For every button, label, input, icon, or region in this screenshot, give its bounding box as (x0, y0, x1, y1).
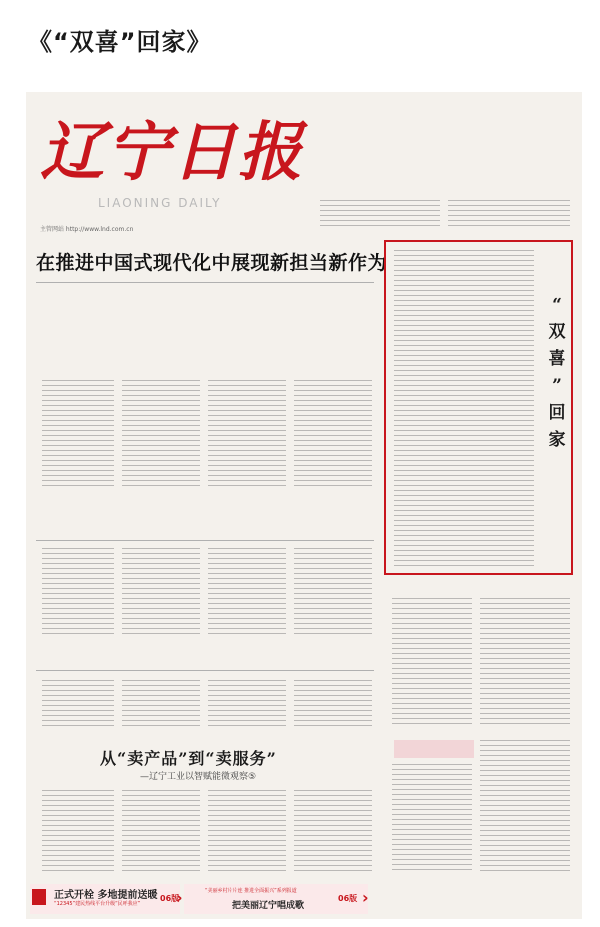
divider (36, 282, 374, 283)
text-column (208, 680, 286, 730)
featured-article-body (394, 250, 534, 568)
main-headline: 在推进中国式现代化中展现新担当新作为 (36, 252, 388, 274)
text-column (42, 680, 114, 730)
text-column (480, 740, 570, 874)
article-subheadline: —辽宁工业以智赋能微观察⑤ (140, 772, 257, 782)
banner-page: 06版 (338, 894, 358, 903)
banner-subtext: “美丽乡村片片连 推进全面振兴”系列报道 (205, 888, 297, 894)
article-headline: 从“卖产品”到“卖服务” (100, 749, 277, 768)
text-column (320, 200, 440, 230)
text-column (208, 380, 286, 490)
text-column (42, 548, 114, 638)
divider (36, 670, 374, 671)
text-column (448, 200, 570, 230)
text-column (42, 380, 114, 490)
masthead-english: LIAONING DAILY (98, 196, 222, 210)
divider (36, 540, 374, 541)
text-column (294, 548, 372, 638)
masthead-url: 主管网站 http://www.lnd.com.cn (40, 226, 134, 233)
text-column (480, 598, 570, 728)
banner-tag (32, 889, 46, 905)
banner-text: 把美丽辽宁唱成歌 (232, 901, 305, 911)
text-column (392, 598, 472, 728)
text-column (208, 790, 286, 875)
text-column (208, 548, 286, 638)
newspaper-masthead: 辽宁日报 (40, 115, 304, 190)
featured-article-title: “ 双 喜 ” 回 家 (548, 295, 566, 450)
text-column (42, 790, 114, 875)
chevron-right-icon: › (362, 888, 369, 907)
photo (394, 740, 474, 758)
banner-subtext: “12345”建民热线平台升级“民呼我应” (54, 901, 141, 907)
text-column (294, 790, 372, 875)
banner-text: 正式开栓 多地提前送暖 (54, 890, 158, 901)
text-column (294, 380, 372, 490)
text-column (392, 764, 472, 874)
text-column (122, 790, 200, 875)
text-column (294, 680, 372, 730)
page-title: 《“双喜”回家》 (28, 28, 212, 56)
text-column (122, 548, 200, 638)
banner-page: 06版 (160, 894, 180, 903)
chevron-right-icon: › (176, 888, 183, 907)
text-column (122, 380, 200, 490)
text-column (122, 680, 200, 730)
